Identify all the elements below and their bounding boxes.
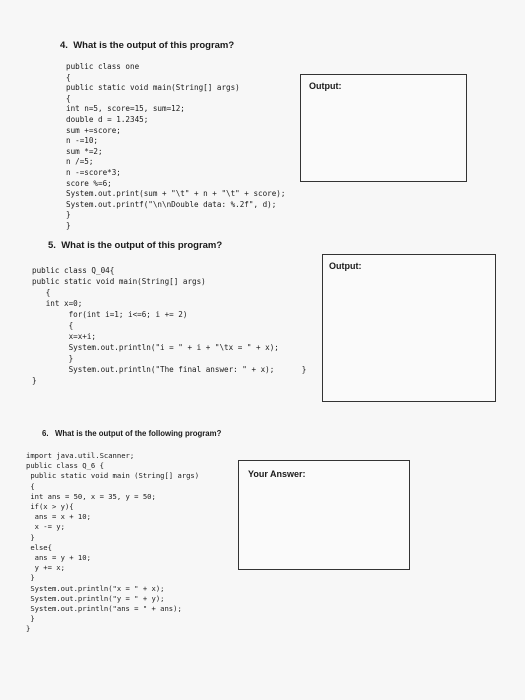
question-4-code: public class one { public static void main(String[] args) { int n=5, score=15, sum=12; double d = 1.2345; sum +=score; n -=10; sum *=2; n /=5; n -=score*3; score %=6; System.out.print(sum + "\t" + n + "\t" + score); System.out.printf("\n\nDouble data: %.2f", d); } } [66, 62, 286, 230]
question-6-answer-box[interactable] [238, 460, 410, 570]
question-5-code: public class Q_04{ public static void main(String[] args) { int x=0; for(int i=1; i<=6; i += 2) { x=x+i; System.out.println("i = " + i + "\tx = " + x); } System.out.println("The final answer: " + x); } } [32, 266, 307, 385]
question-6-answer-label: Your Answer: [248, 469, 306, 479]
question-6-title [42, 429, 221, 438]
question-6-text: What is the output of the following program? [55, 429, 222, 438]
question-4-number: 4. [60, 40, 68, 51]
question-5-text: What is the output of this program? [61, 240, 223, 251]
question-6-number: 6. [42, 429, 49, 438]
question-5-number: 5. [48, 240, 56, 251]
question-4-text: What is the output of this program? [73, 40, 235, 51]
question-5-title [48, 240, 222, 251]
question-6-code: import java.util.Scanner; public class Q_6 { public static void main (String[] args) { int ans = 50, x = 35, y = 50; if(x > y){ ans = x + 10; x -= y; } else{ ans = y + 10; y += x; } System.out.println("x = " + x); System.out.println("y = " + y); System.out.println("ans = " + ans); } } [26, 451, 200, 634]
question-4-output-box[interactable] [300, 74, 467, 182]
question-4-output-label: Output: [309, 81, 342, 91]
question-5-output-label: Output: [329, 261, 362, 271]
question-5-output-box[interactable] [322, 254, 496, 402]
question-4-title [60, 40, 234, 51]
